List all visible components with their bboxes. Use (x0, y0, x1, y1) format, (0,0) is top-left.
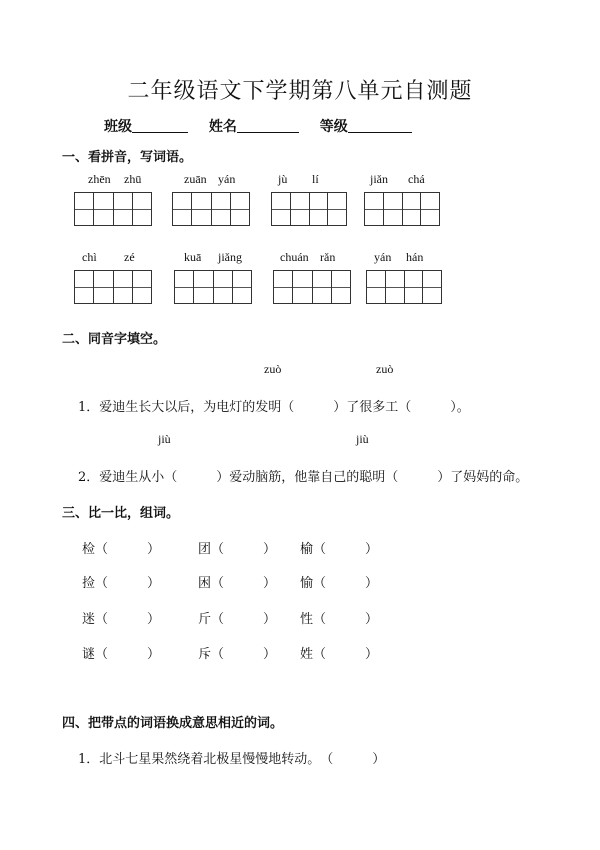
compare-item: 斤（ ） (198, 612, 277, 627)
compare-item: 困（ ） (198, 576, 277, 591)
writing-grid[interactable] (273, 270, 351, 304)
compare-item: 检（ ） (82, 542, 161, 557)
compare-item: 性（ ） (300, 612, 379, 627)
pinyin: zuò (376, 362, 394, 376)
question-text: 1．爱迪生长大以后，为电灯的发明（ ）了很多工（ ）。 (78, 400, 470, 415)
grade-blank[interactable] (348, 118, 412, 133)
pinyin: zhū (124, 172, 142, 186)
pinyin: zhēn (88, 172, 111, 186)
writing-grid[interactable] (74, 192, 152, 226)
compare-item: 捡（ ） (82, 576, 161, 591)
pinyin: zuò (264, 362, 282, 376)
pinyin: jiù (158, 432, 171, 446)
writing-grid[interactable] (364, 192, 440, 226)
pinyin: rǎn (320, 250, 336, 264)
section3-heading: 三、比一比，组词。 (62, 506, 180, 521)
writing-grid[interactable] (174, 270, 252, 304)
compare-item: 姓（ ） (300, 647, 379, 662)
compare-item: 斥（ ） (198, 647, 277, 662)
pinyin: jiǎn (370, 172, 388, 186)
pinyin: kuā (184, 250, 202, 264)
compare-item: 榆（ ） (300, 542, 379, 557)
section1-heading: 一、看拼音，写词语。 (62, 150, 193, 165)
pinyin: yán (218, 172, 236, 186)
pinyin: chá (408, 172, 425, 186)
grade-label: 等级 (319, 119, 348, 135)
pinyin: jiù (356, 432, 369, 446)
section2-heading: 二、同音字填空。 (62, 332, 167, 347)
class-blank[interactable] (132, 118, 188, 133)
class-label: 班级 (104, 119, 132, 135)
pinyin: hán (406, 250, 424, 264)
compare-item: 团（ ） (198, 542, 277, 557)
writing-grid[interactable] (271, 192, 347, 226)
writing-grid[interactable] (366, 270, 442, 304)
pinyin: yán (374, 250, 392, 264)
pinyin: jù (278, 172, 288, 186)
pinyin: chì (82, 250, 97, 264)
writing-grid[interactable] (172, 192, 250, 226)
pinyin: lí (312, 172, 319, 186)
name-blank[interactable] (237, 118, 299, 133)
question-text: 1．北斗七星果然绕着北极星慢慢地转动。 （ ） (78, 752, 386, 767)
pinyin: zuān (184, 172, 207, 186)
student-info (104, 116, 428, 136)
name-label: 姓名 (208, 119, 237, 135)
section4-heading: 四、把带点的词语换成意思相近的词。 (62, 716, 284, 731)
writing-grid[interactable] (74, 270, 152, 304)
compare-item: 迷（ ） (82, 612, 161, 627)
compare-item: 愉（ ） (300, 576, 379, 591)
page-title: 二年级语文下学期第八单元自测题 (127, 79, 473, 104)
pinyin: chuán (280, 250, 309, 264)
pinyin: zé (124, 250, 135, 264)
pinyin: jiǎng (218, 250, 242, 264)
question-text: 2．爱迪生从小（ ）爱动脑筋，他靠自己的聪明（ ）了妈妈的命。 (78, 470, 529, 485)
compare-item: 谜（ ） (82, 647, 161, 662)
